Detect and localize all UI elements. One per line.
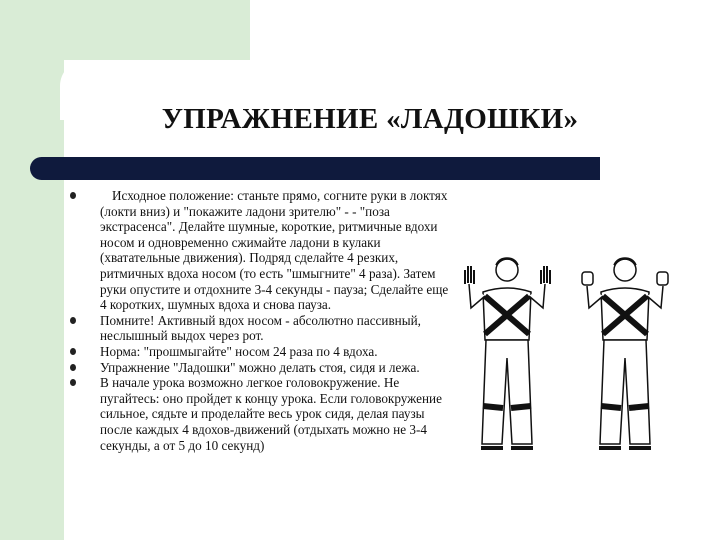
decor-green-block: [0, 0, 250, 60]
list-item: [68, 360, 452, 376]
figure-open-palms: [465, 258, 550, 448]
list-item: [68, 188, 452, 313]
list-item: [68, 375, 452, 453]
figure-fists: [582, 258, 668, 448]
bullet-dot-icon: [70, 317, 76, 324]
exercise-illustration: [455, 248, 680, 460]
bullet-dot-icon: [70, 348, 76, 355]
list-item: [68, 313, 452, 344]
list-item: [68, 344, 452, 360]
bullet-dot-icon: [70, 192, 76, 199]
bullet-text: Норма: "прошмыгайте" носом 24 раза по 4 вдоха.: [100, 343, 378, 359]
title-underline-bar: [30, 157, 600, 180]
bullet-text: Помните! Активный вдох носом - абсолютно пассивный, неслышный выдох через рот.: [100, 312, 421, 344]
bullet-list: [68, 188, 452, 453]
bullet-text: Упражнение "Ладошки" можно делать стоя, сидя и лежа.: [100, 359, 420, 375]
bullet-text: В начале урока возможно легкое головокружение. Не пугайтесь: оно пройдет к концу урока. Если головокружение сильное, сядьте и проделайте весь урок сидя, делая паузы после каждых 4 вдохов-движений (отдыхать можно не 3-4 секунды, а от 5 до 10 секунд): [100, 375, 442, 453]
decor-green-bar: [0, 60, 64, 540]
bullet-text: Исходное положение: станьте прямо, согните руки в локтях (локти вниз) и "покажите ладони зрителю" - - "поза экстрасенса". Делайте шумные, короткие, ритмичные вдохи носом и одновременно сжимайте ладони в кулаки (хватательные движения). Подряд сделайте 4 резких, ритмичных вдоха носом (то есть "шмыгните" 4 раза). Затем руки опустите и отдохните 3-4 секунды - пауза; Сделайте еще 4 коротких, шумных вдоха и снова пауза.: [100, 188, 449, 313]
bullet-dot-icon: [70, 364, 76, 371]
slide-title: УПРАЖНЕНИЕ «ЛАДОШКИ»: [161, 103, 579, 135]
bullet-dot-icon: [70, 379, 76, 386]
